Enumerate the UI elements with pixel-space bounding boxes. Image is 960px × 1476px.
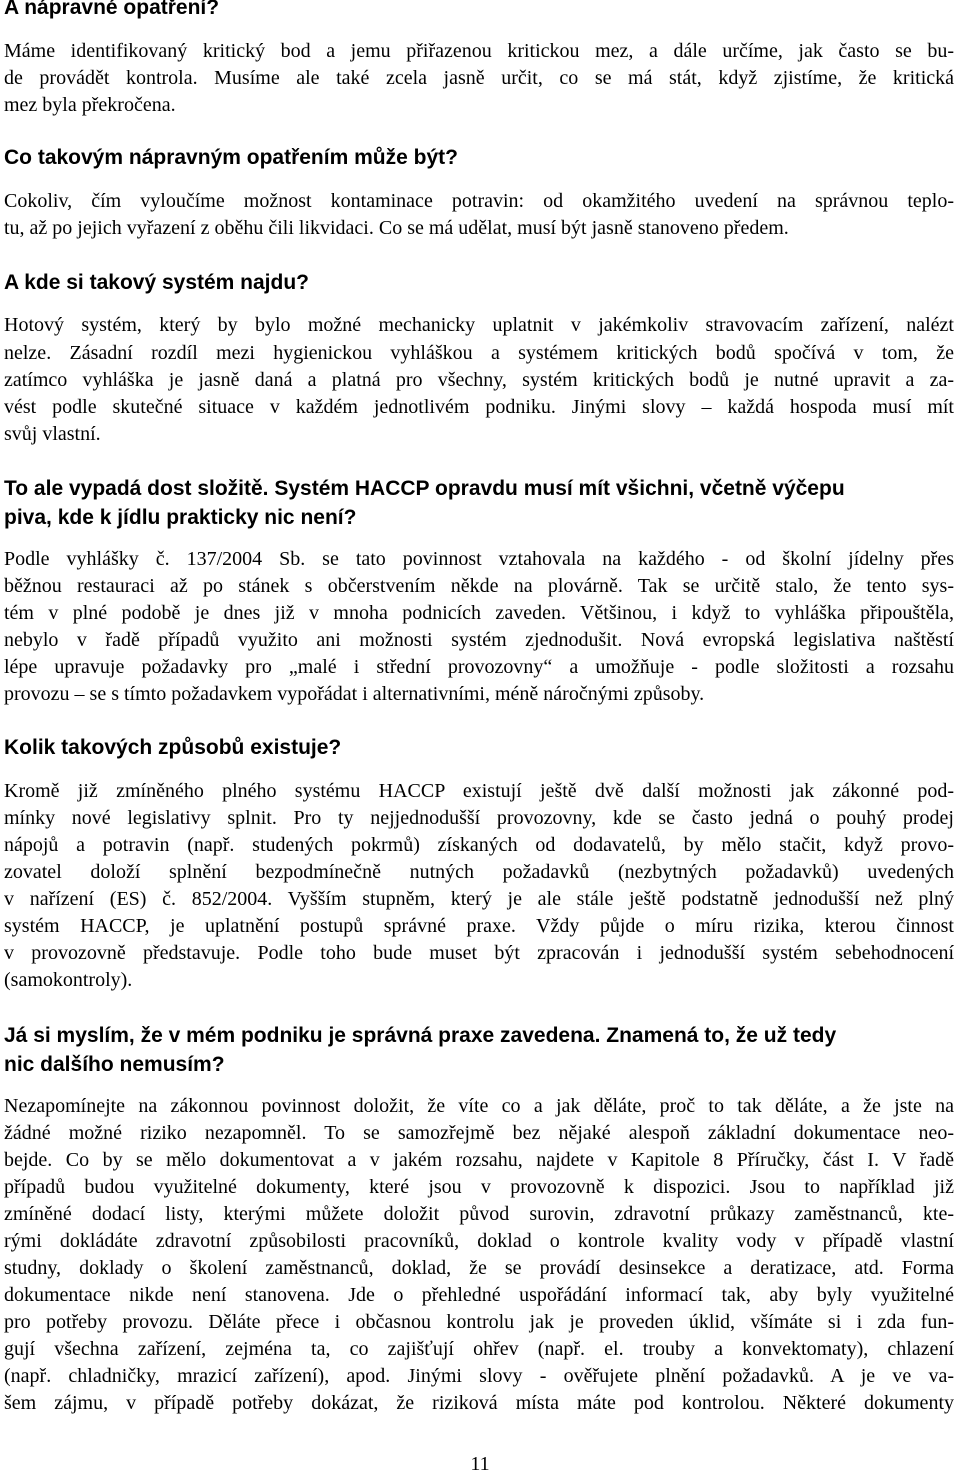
text-line: nelze. Zásadní rozdíl mezi hygienickou vyhláškou a systémem kritických bodů spočívá v tom, že bbox=[4, 342, 954, 364]
section-heading: A nápravné opatření? bbox=[4, 0, 220, 19]
text-line: Hotový systém, který by bylo možné mechanicky uplatnit v jakémkoliv stravovacím zařízení, nalézt bbox=[4, 314, 954, 336]
text-line: lépe upravuje požadavky pro „malé i střední provozovny“ a umožňuje - podle složitosti a rozsahu bbox=[4, 656, 954, 678]
text-line: vést podle skutečné situace v každém jednotlivém podniku. Jinými slovy – každá hospoda musí mít bbox=[4, 396, 954, 418]
text-line: mínky nové legislativy splnit. Pro ty nejjednodušší provozovny, kde se často jedná o pouhý prodej bbox=[4, 807, 954, 829]
text-line: Máme identifikovaný kritický bod a jemu přiřazenou kritickou mez, a dále určíme, jak často se bu- bbox=[4, 40, 954, 62]
text-line: mez byla překročena. bbox=[4, 94, 176, 116]
text-line: tém v plné podobě je dnes již v mnoha podnicích zaveden. Většinou, i když to vyhláška připouštěla, bbox=[4, 602, 954, 624]
section-heading: Kolik takových způsobů existuje? bbox=[4, 736, 342, 759]
text-line: provozu – se s tímto požadavkem vypořádat i alternativními, méně náročnými způsoby. bbox=[4, 683, 705, 705]
heading-line: To ale vypadá dost složitě. Systém HACCP opravdu musí mít všichni, včetně výčepu bbox=[4, 477, 845, 500]
page-number: 11 bbox=[470, 1453, 490, 1475]
text-line: zatímco vyhláška je jasně daná a platná pro všechny, systém kritických bodů je nutné upravit a za- bbox=[4, 369, 954, 391]
text-line: gují všechna zařízení, zejména ta, co zajišťují ohřev (např. el. trouby a konvektomaty), chlazení bbox=[4, 1338, 954, 1360]
text-line: tu, až po jejich vyřazení z oběhu čili likvidaci. Co se má udělat, musí být jasně stanoveno předem. bbox=[4, 217, 789, 239]
text-line: žádné možné riziko nezapomněl. To se samozřejmě bez nějaké alespoň základní dokumentace neo- bbox=[4, 1122, 954, 1144]
text-line: studny, doklady o školení zaměstnanců, doklad, že se provádí desinsekce a deratizace, atd. Forma bbox=[4, 1257, 954, 1279]
text-line: v provozovně představuje. Podle toho bude muset být zpracován i jednodušší systém sebehodnocení bbox=[4, 942, 954, 964]
text-line: zovatel doloží splnění bezpodmínečně nutných požadavků (nezbytných požadavků) uvedených bbox=[4, 861, 954, 883]
text-line: běžnou restauraci až po stánek s občerstvením někde na plovárně. Tak se určitě stalo, že tento sys- bbox=[4, 575, 954, 597]
text-line: Kromě již zmíněného plného systému HACCP existují ještě dvě další možnosti jak zákonné pod- bbox=[4, 780, 954, 802]
text-line: pro potřeby provozu. Děláte přece i občasnou kontrolu jak je proveden úklid, všímáte si i zda fun- bbox=[4, 1311, 954, 1333]
text-line: případů budou využitelné dokumenty, které jsou v provozovně k dispozici. Jsou to například již bbox=[4, 1176, 954, 1198]
text-line: (např. chladničky, mrazicí zařízení), apod. Jinými slovy - ověřujete plnění požadavků. A je ve va- bbox=[4, 1365, 954, 1387]
text-line: zmíněné dodací listy, kterými můžete doložit původ surovin, zdravotní průkazy zaměstnanců, kte- bbox=[4, 1203, 954, 1225]
text-line: Podle vyhlášky č. 137/2004 Sb. se tato povinnost vztahovala na každého - od školní jídelny přes bbox=[4, 548, 954, 570]
section-heading: A kde si takový systém najdu? bbox=[4, 271, 310, 294]
text-line: de provádět kontrola. Musíme ale také zcela jasně určit, co se má stát, když zjistíme, že kritická bbox=[4, 67, 954, 89]
text-line: rými dokládáte zdravotní způsobilosti pracovníků, doklad o kontrole kvality vody v případě vlastní bbox=[4, 1230, 954, 1252]
text-line: bejde. Co by se mělo dokumentovat a v jakém rozsahu, najdete v Kapitole 8 Příručky, část I. V řadě bbox=[4, 1149, 954, 1171]
text-line: Cokoliv, čím vyloučíme možnost kontaminace potravin: od okamžitého uvedení na správnou teplo- bbox=[4, 190, 954, 212]
heading-line: nic dalšího nemusím? bbox=[4, 1053, 225, 1076]
text-line: šem zájmu, v případě potřeby dokázat, že riziková místa máte pod kontrolou. Některé dokumenty bbox=[4, 1392, 954, 1414]
heading-line: piva, kde k jídlu prakticky nic není? bbox=[4, 506, 357, 529]
text-line: svůj vlastní. bbox=[4, 423, 101, 445]
text-line: systém HACCP, je uplatnění postupů správné praxe. Vždy půjde o míru rizika, kterou činnost bbox=[4, 915, 954, 937]
text-line: dokumentace nikde není stanovena. Jde o přehledné uspořádání informací tak, aby byly využitelné bbox=[4, 1284, 954, 1306]
section-heading: Co takovým nápravným opatřením může být? bbox=[4, 146, 458, 169]
text-line: nebylo v řadě případů využito ani možnosti systém zjednodušit. Nová evropská legislativa naštěstí bbox=[4, 629, 954, 651]
text-line: Nezapomínejte na zákonnou povinnost doložit, že víte co a jak děláte, proč to tak děláte, a že jste na bbox=[4, 1095, 954, 1117]
heading-line: Já si myslím, že v mém podniku je správná praxe zavedena. Znamená to, že už tedy bbox=[4, 1024, 837, 1047]
text-line: nápojů a potravin (např. studených pokrmů) získaných od dodavatelů, by mělo stačit, když provo- bbox=[4, 834, 954, 856]
text-line: (samokontroly). bbox=[4, 969, 133, 991]
text-line: v nařízení (ES) č. 852/2004. Vyšším stupněm, který je ale stále ještě podstatně jednodušší než plný bbox=[4, 888, 954, 910]
